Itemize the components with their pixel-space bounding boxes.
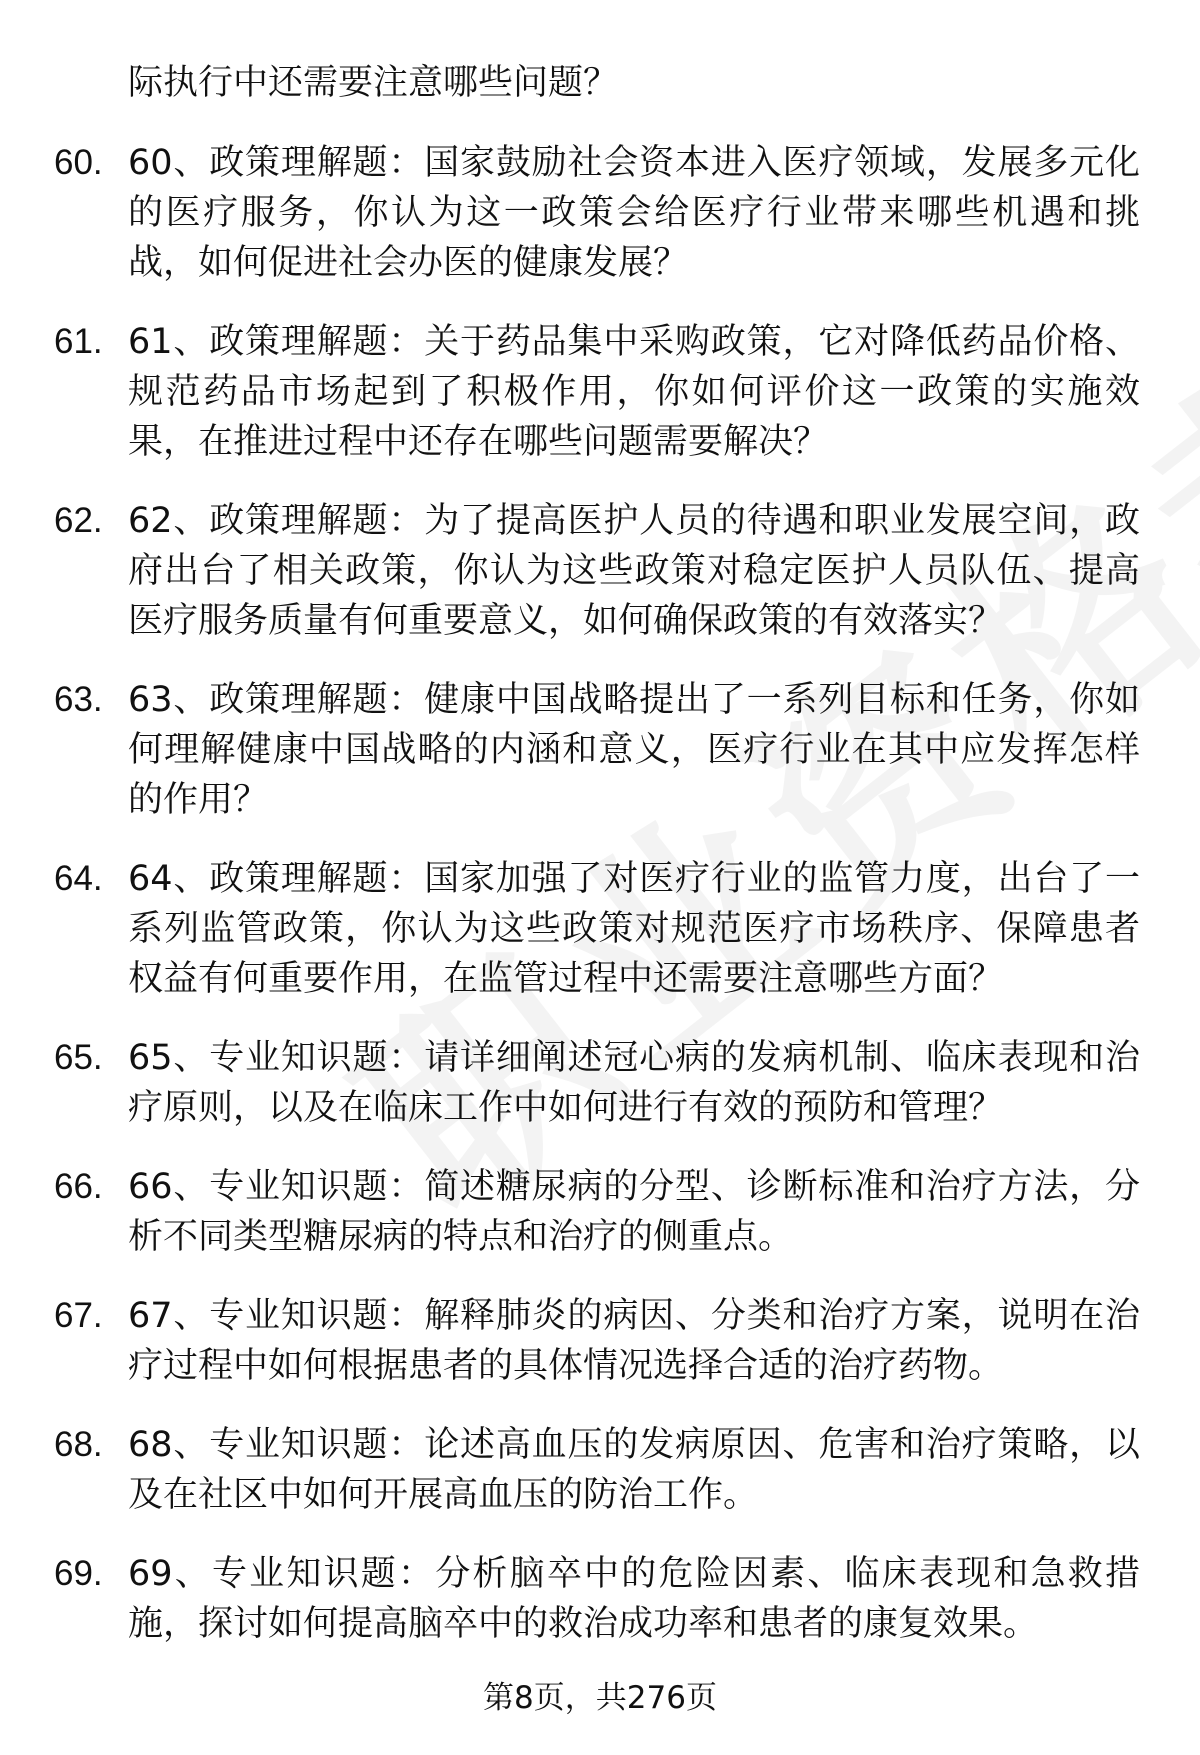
question-item bbox=[0, 1291, 1200, 1391]
question-text: 68、专业知识题：论述高血压的发病原因、危害和治疗策略，以及在社区中如何开展高血压的防治工作。 bbox=[128, 1425, 1140, 1515]
question-number: 66. bbox=[54, 1167, 103, 1206]
question-text: 63、政策理解题：健康中国战略提出了一系列目标和任务，你如何理解健康中国战略的内涵和意义，医疗行业在其中应发挥怎样的作用？ bbox=[128, 680, 1140, 820]
question-text: 65、专业知识题：请详细阐述冠心病的发病机制、临床表现和治疗原则，以及在临床工作中如何进行有效的预防和管理？ bbox=[128, 1038, 1140, 1128]
question-item bbox=[0, 317, 1200, 467]
question-item bbox=[0, 138, 1200, 288]
question-text: 66、专业知识题：简述糖尿病的分型、诊断标准和治疗方法，分析不同类型糖尿病的特点和治疗的侧重点。 bbox=[128, 1167, 1140, 1257]
question-text: 60、政策理解题：国家鼓励社会资本进入医疗领域，发展多元化的医疗服务，你认为这一政策会给医疗行业带来哪些机遇和挑战，如何促进社会办医的健康发展？ bbox=[128, 143, 1140, 283]
question-number: 69. bbox=[54, 1554, 103, 1593]
question-item bbox=[0, 496, 1200, 646]
question-list bbox=[0, 138, 1200, 1678]
question-number: 60. bbox=[54, 143, 103, 182]
question-item bbox=[0, 1549, 1200, 1649]
question-item bbox=[0, 1033, 1200, 1133]
question-item bbox=[0, 675, 1200, 825]
question-number: 61. bbox=[54, 322, 103, 361]
question-text: 67、专业知识题：解释肺炎的病因、分类和治疗方案，说明在治疗过程中如何根据患者的具体情况选择合适的治疗药物。 bbox=[128, 1296, 1140, 1386]
question-number: 65. bbox=[54, 1038, 103, 1077]
question-number: 64. bbox=[54, 859, 103, 898]
question-number: 62. bbox=[54, 501, 103, 540]
question-number: 63. bbox=[54, 680, 103, 719]
question-text: 62、政策理解题：为了提高医护人员的待遇和职业发展空间，政府出台了相关政策，你认为这些政策对稳定医护人员队伍、提高医疗服务质量有何重要意义，如何确保政策的有效落实？ bbox=[128, 501, 1140, 641]
question-item bbox=[0, 854, 1200, 1004]
question-number: 67. bbox=[54, 1296, 103, 1335]
page-number-label: 第8页，共276页 bbox=[483, 1680, 717, 1716]
question-item bbox=[0, 1162, 1200, 1262]
question-text: 69、专业知识题：分析脑卒中的危险因素、临床表现和急救措施，探讨如何提高脑卒中的救治成功率和患者的康复效果。 bbox=[128, 1554, 1140, 1644]
carryover-text: 际执行中还需要注意哪些问题？ bbox=[128, 63, 619, 103]
question-number: 68. bbox=[54, 1425, 103, 1464]
question-item bbox=[0, 1420, 1200, 1520]
question-text: 61、政策理解题：关于药品集中采购政策，它对降低药品价格、规范药品市场起到了积极作用，你如何评价这一政策的实施效果，在推进过程中还存在哪些问题需要解决？ bbox=[128, 322, 1140, 462]
page-footer bbox=[0, 1676, 1200, 1720]
question-text: 64、政策理解题：国家加强了对医疗行业的监管力度，出台了一系列监管政策，你认为这些政策对规范医疗市场秩序、保障患者权益有何重要作用，在监管过程中还需要注意哪些方面？ bbox=[128, 859, 1140, 999]
